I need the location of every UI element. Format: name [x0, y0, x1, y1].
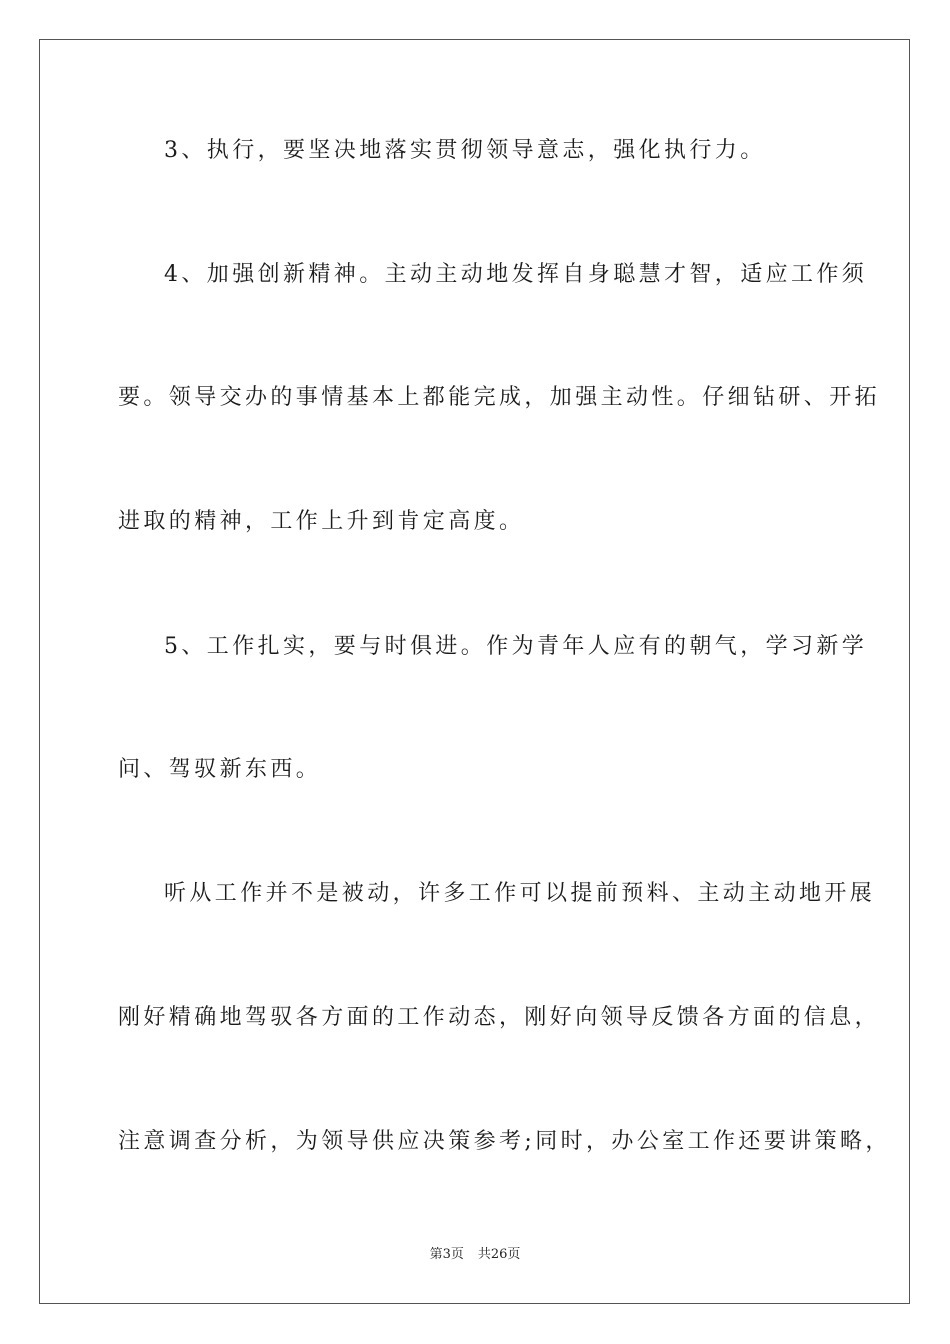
- paragraph-line: 听从工作并不是被动，许多工作可以提前预料、主动主动地开展: [164, 881, 876, 906]
- page-border: [39, 39, 910, 1304]
- paragraph-line: 注意调查分析，为领导供应决策参考;同时，办公室工作还要讲策略，: [118, 1129, 891, 1154]
- paragraph-line: 4、加强创新精神。主动主动地发挥自身聪慧才智，适应工作须: [164, 262, 868, 287]
- paragraph-line: 问、驾驭新东西。: [118, 757, 322, 782]
- paragraph-line: 要。领导交办的事情基本上都能完成，加强主动性。仔细钻研、开拓: [118, 385, 881, 410]
- paragraph-line: 3、执行，要坚决地落实贯彻领导意志，强化执行力。: [164, 138, 766, 163]
- total-pages: 共26页: [477, 1247, 521, 1262]
- paragraph-line: 刚好精确地驾驭各方面的工作动态，刚好向领导反馈各方面的信息，: [118, 1005, 881, 1030]
- paragraph-line: 进取的精神，工作上升到肯定高度。: [118, 509, 525, 534]
- current-page-number: 第3页: [429, 1247, 464, 1262]
- paragraph-line: 5、工作扎实，要与时俱进。作为青年人应有的朝气，学习新学: [164, 634, 868, 659]
- page-footer: [0, 1246, 950, 1264]
